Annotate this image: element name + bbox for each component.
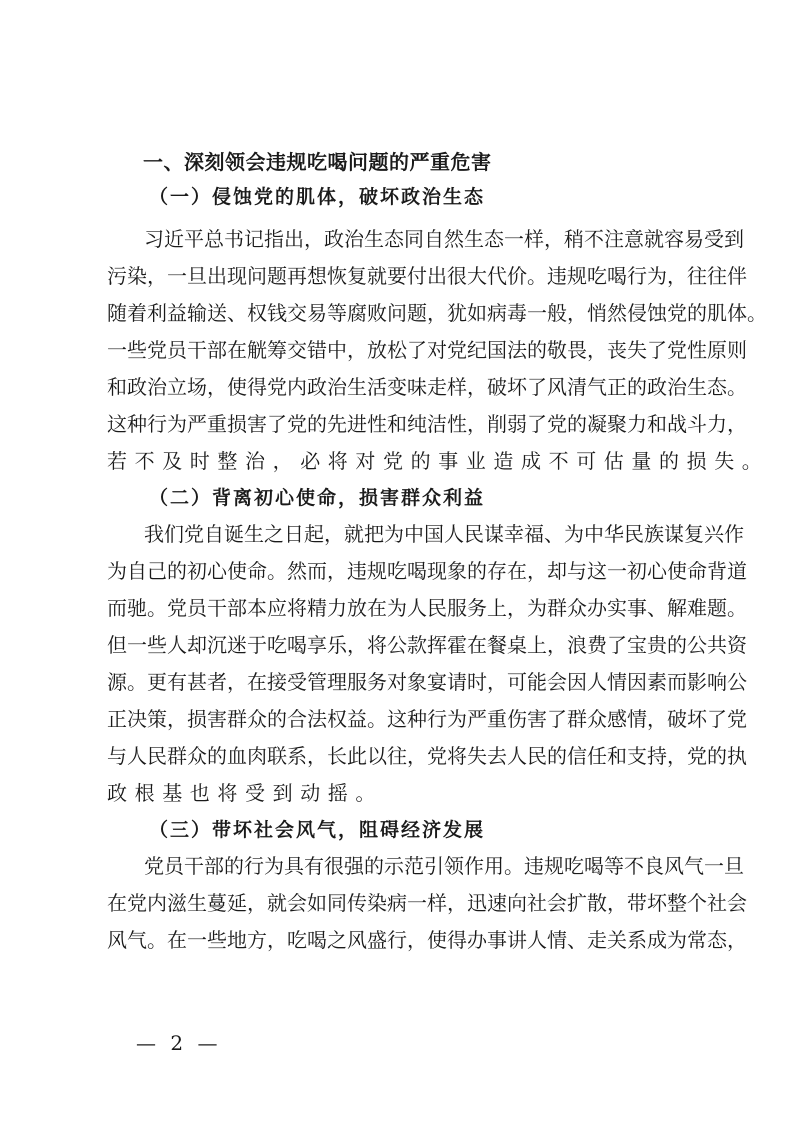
paragraph-line: 党员干部的行为具有很强的示范引领作用。违规吃喝等不良风气一旦 xyxy=(144,854,744,878)
subsection-title: （一）侵蚀党的肌体，破坏政治生态 xyxy=(149,186,486,208)
subsection-2 xyxy=(107,480,747,812)
subsection-title: （三）带坏社会风气，阻碍经济发展 xyxy=(149,819,486,841)
paragraph-line: 而驰。党员干部本应将精力放在为人民服务上，为群众办实事、解难题。 xyxy=(107,596,747,620)
page-number: — 2 — xyxy=(136,1031,222,1055)
paragraph-line: 随着利益输送、权钱交易等腐败问题，犹如病毒一般，悄然侵蚀党的肌体。 xyxy=(107,301,767,325)
paragraph xyxy=(107,516,747,812)
paragraph-line: 在党内滋生蔓延，就会如同传染病一样，迅速向社会扩散，带坏整个社会 xyxy=(107,891,747,915)
paragraph-line: 源。更有甚者，在接受管理服务对象宴请时，可能会因人情因素而影响公 xyxy=(107,670,747,694)
subsection-1 xyxy=(107,179,770,480)
paragraph-line: 风气。在一些地方，吃喝之风盛行，使得办事讲人情、走关系成为常态， xyxy=(107,928,747,952)
paragraph-line: 与人民群众的血肉联系，长此以往，党将失去人民的信任和支持，党的执 xyxy=(107,744,747,768)
paragraph-line: 若不及时整治，必将对党的事业造成不可估量的损失。 xyxy=(107,449,770,473)
subsection-3 xyxy=(107,812,747,959)
paragraph-line: 一些党员干部在觥筹交错中，放松了对党纪国法的敬畏，丧失了党性原则 xyxy=(107,338,747,362)
paragraph-line: 我们党自诞生之日起，就把为中国人民谋幸福、为中华民族谋复兴作 xyxy=(144,522,744,546)
document-page xyxy=(107,145,770,959)
paragraph xyxy=(107,221,770,480)
paragraph-line: 和政治立场，使得党内政治生活变味走样，破坏了风清气正的政治生态。 xyxy=(107,375,747,399)
paragraph-line: 这种行为严重损害了党的先进性和纯洁性，削弱了党的凝聚力和战斗力， xyxy=(107,412,747,436)
section-heading: 一、深刻领会违规吃喝问题的严重危害 xyxy=(143,150,492,174)
paragraph-line: 为自己的初心使命。然而，违规吃喝现象的存在，却与这一初心使命背道 xyxy=(107,559,747,583)
paragraph xyxy=(107,848,747,959)
paragraph-line: 污染，一旦出现问题再想恢复就要付出很大代价。违规吃喝行为，往往伴 xyxy=(107,264,747,288)
paragraph-line: 习近平总书记指出，政治生态同自然生态一样，稍不注意就容易受到 xyxy=(144,227,744,251)
paragraph-line: 政根基也将受到动摇。 xyxy=(107,781,383,805)
subsection-title: （二）背离初心使命，损害群众利益 xyxy=(149,487,486,509)
paragraph-line: 正决策，损害群众的合法权益。这种行为严重伤害了群众感情，破坏了党 xyxy=(107,707,747,731)
paragraph-line: 但一些人却沉迷于吃喝享乐，将公款挥霍在餐桌上，浪费了宝贵的公共资 xyxy=(107,633,747,657)
